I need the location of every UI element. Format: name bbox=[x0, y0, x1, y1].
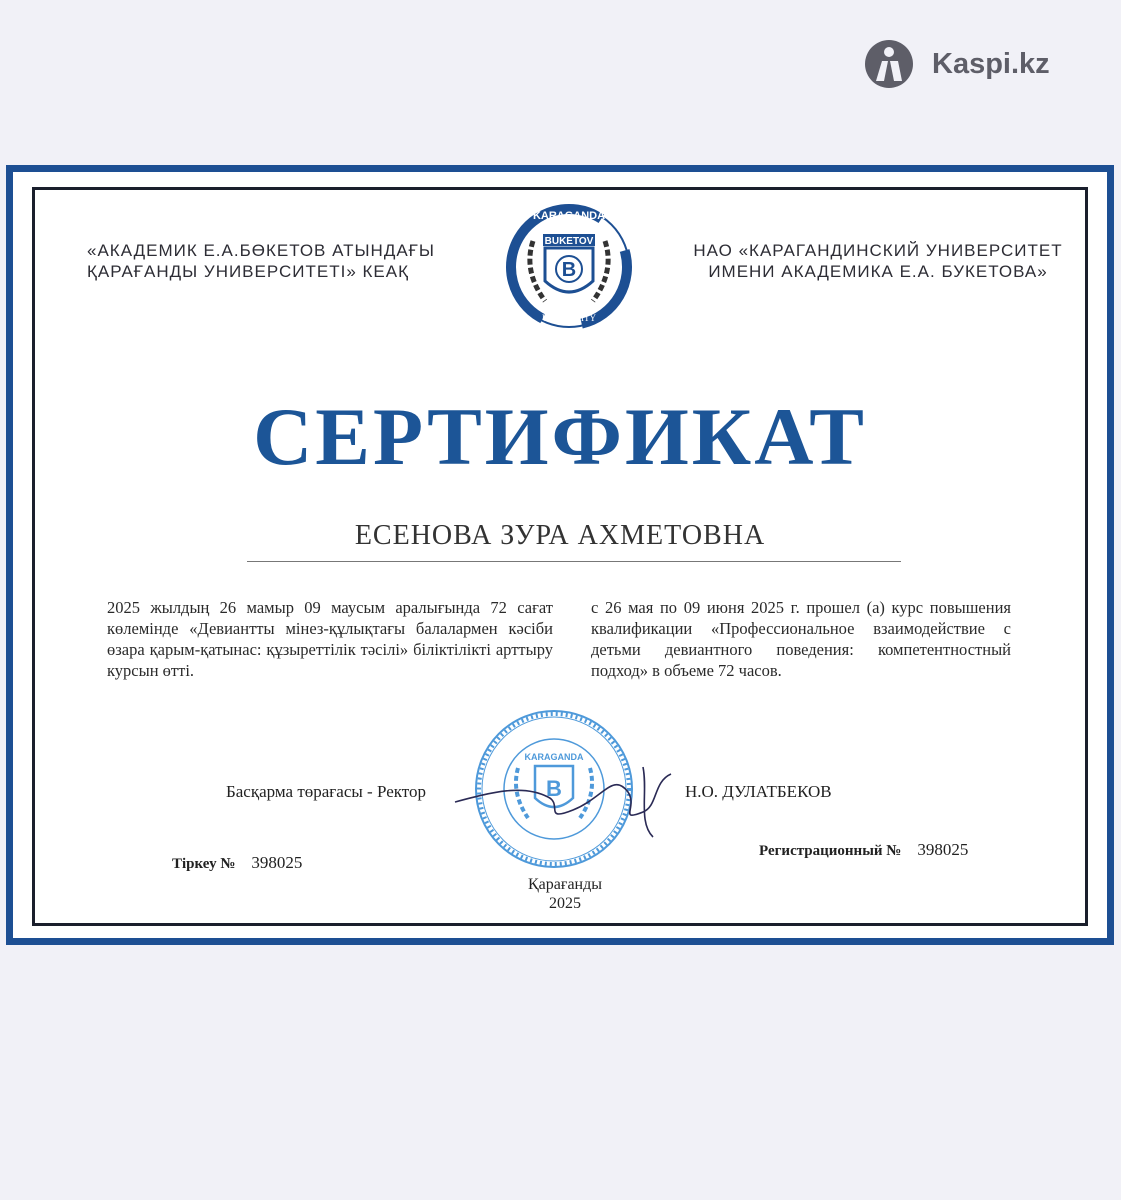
registration-ru-label: Регистрационный № bbox=[759, 843, 902, 859]
signature-icon bbox=[453, 762, 673, 842]
name-underline bbox=[247, 561, 901, 562]
header-left bbox=[87, 240, 487, 282]
header-left-line2: ҚАРАҒАНДЫ УНИВЕРСИТЕТІ» КЕАҚ bbox=[87, 262, 409, 281]
signatory-name: Н.О. ДУЛАТБЕКОВ bbox=[685, 782, 832, 801]
description-kz: 2025 жылдың 26 мамыр 09 маусым аралығында 72 сағат көлемінде «Девиантты мінез-құлықтағы балалармен кәсіби өзара қарым-қатынас: құзыреттілік тәсілі» біліктілікті арттыру курсын өтті. bbox=[107, 598, 553, 680]
issue-place bbox=[505, 875, 625, 913]
header-left-line1: «АКАДЕМИК Е.А.БӨКЕТОВ АТЫНДАҒЫ bbox=[87, 241, 435, 260]
header-right-line1: НАО «КАРАГАНДИНСКИЙ УНИВЕРСИТЕТ bbox=[693, 241, 1063, 260]
city-name: Қарағанды bbox=[528, 876, 602, 893]
seal-band-text: KARAGANDA bbox=[524, 752, 584, 762]
registration-ru bbox=[759, 840, 968, 860]
seal-letter: B bbox=[546, 776, 562, 801]
header-right-line2: ИМЕНИ АКАДЕМИКА Е.А. БУКЕТОВА» bbox=[708, 262, 1048, 281]
header-right bbox=[678, 240, 1078, 282]
certificate-title: СЕРТИФИКАТ bbox=[253, 391, 867, 482]
university-logo-icon bbox=[503, 201, 635, 333]
logo-letter: B bbox=[561, 259, 577, 281]
logo-band-text: BUKETOV bbox=[544, 236, 594, 247]
kaspi-watermark bbox=[864, 38, 1104, 90]
kaspi-brand-text: Kaspi.kz bbox=[932, 47, 1050, 80]
signatory-title: Басқарма төрағасы - Ректор bbox=[226, 782, 426, 801]
registration-kz-number: 398025 bbox=[251, 853, 303, 872]
kaspi-logo-icon bbox=[864, 39, 914, 89]
registration-kz bbox=[172, 853, 302, 873]
recipient-name: ЕСЕНОВА ЗУРА АХМЕТОВНА bbox=[354, 520, 766, 551]
registration-kz-label: Тіркеу № bbox=[172, 856, 236, 872]
certificate bbox=[6, 165, 1114, 945]
issue-year: 2025 bbox=[549, 895, 581, 912]
description-ru: с 26 мая по 09 июня 2025 г. прошел (а) курс повышения квалификации «Профессиональное взаимодействие с детьми девиантного поведения: компетентностный подход» в объеме 72 часов. bbox=[591, 598, 1011, 680]
logo-top-text: KARAGANDA bbox=[532, 210, 606, 222]
certificate-inner-border bbox=[32, 187, 1088, 926]
registration-ru-number: 398025 bbox=[917, 840, 969, 859]
logo-bottom-text: UNIVERSITY bbox=[542, 313, 596, 323]
